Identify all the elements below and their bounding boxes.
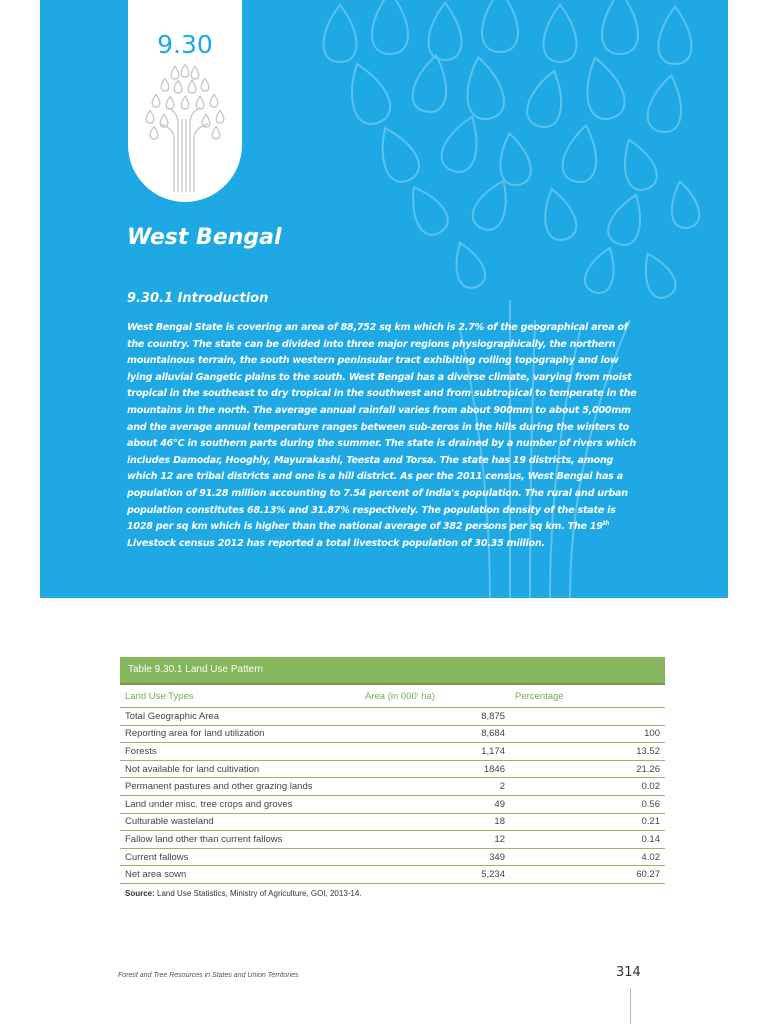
cell-percentage: 0.02 [510,778,665,796]
table-row [120,760,665,778]
leaf-shape [537,185,579,243]
leaf-shape [659,7,692,64]
page-number: 314 [616,965,641,980]
tree-leaf [201,79,209,92]
tree-leaf [191,67,199,80]
table-row [120,743,665,761]
intro-line: population of 91.28 million accounting to 7.54 percent of India's population. The rural and urban [127,487,628,499]
tree-icon [128,64,242,194]
tree-trunk-line [190,108,200,192]
cell-land-use-type: Total Geographic Area [120,708,360,726]
tree-leaf [150,127,158,140]
land-use-table-block [120,657,665,898]
cell-percentage [510,708,665,726]
cell-land-use-type: Land under misc. tree crops and groves [120,795,360,813]
tree-leaf [216,111,224,124]
intro-line: mountains in the north. The average annual rainfall varies from about 900mm to about 5,000mm [127,404,631,416]
intro-line: includes Damodar, Hooghly, Mayurakashi, Teesta and Torsa. The state has 19 districts, among [127,454,614,466]
intro-line: mountainous terrain, the south western peninsular tract exhibiting rolling topography and low [127,355,619,367]
cell-land-use-type: Reporting area for land utilization [120,725,360,743]
cell-area: 12 [360,831,510,849]
section-number: 9.30 [157,30,213,59]
tree-leaf [196,97,204,110]
leaf-shape [461,54,507,122]
leaf-shape [401,180,453,240]
tree-leaf [171,67,179,80]
source-text: Land Use Statistics, Ministry of Agriculture, GOI, 2013-14. [154,888,362,898]
leaf-shape [429,3,462,60]
table-row [120,848,665,866]
tree-leaf [181,65,189,78]
cell-land-use-type: Fallow land other than current fallows [120,831,360,849]
tree-leaf [188,81,196,94]
leaf-shape [482,0,518,52]
tree-trunk-line [160,124,174,192]
table-row [120,725,665,743]
leaf-shape [560,122,602,184]
cell-percentage: 13.52 [510,743,665,761]
table-row [120,831,665,849]
cell-area: 1,174 [360,743,510,761]
leaf-shape [581,243,622,296]
source-label: Source: [125,888,155,898]
cell-area: 8,684 [360,725,510,743]
header-land-use-types: Land Use Types [120,685,360,708]
intro-line: about 46°C in southern parts during the summer. The state is drained by a number of rivers which [127,438,636,450]
leaf-shape [604,190,650,249]
intro-line: West Bengal State is covering an area of 88,752 sq km which is 2.7% of the geographical area of [127,322,628,333]
intro-paragraph [127,320,725,552]
leaf-shape [437,111,488,176]
cell-area: 49 [360,795,510,813]
table-row [120,866,665,884]
cell-percentage: 100 [510,725,665,743]
tree-leaf [152,95,160,108]
header-percentage: Percentage [510,685,665,708]
header-area: Area (in 000' ha) [360,685,510,708]
tree-leaf [166,97,174,110]
table-source [120,889,665,898]
cell-area: 18 [360,813,510,831]
state-title: West Bengal [127,225,282,250]
footer-text: Forest and Tree Resources in States and Union Territories [118,972,299,979]
tree-trunk-line [194,124,208,192]
leaf-shape [615,135,661,194]
tree-leaf [210,95,218,108]
cell-land-use-type: Net area sown [120,866,360,884]
cell-land-use-type: Permanent pastures and other grazing lands [120,778,360,796]
leaf-shape [602,0,638,54]
intro-line: lying alluvial Gangetic plains to the south. West Bengal has a diverse climate, varying from moist [127,371,632,383]
intro-line: 1028 per sq km which is higher than the national average of 382 persons per sq km. The 19 [127,521,603,533]
intro-line: and the average annual temperature ranges between sub-zeros in the hills during the winters to [127,421,629,433]
cell-area: 349 [360,848,510,866]
tree-trunk-line [168,108,178,192]
cell-area: 5,234 [360,866,510,884]
table-row [120,778,665,796]
cell-land-use-type: Current fallows [120,848,360,866]
intro-line: population constitutes 68.13% and 31.87% respectively. The population density of the state is [127,504,616,516]
intro-superscript: th [602,519,610,527]
leaf-shape [636,248,680,302]
cell-percentage: 0.21 [510,813,665,831]
cell-land-use-type: Not available for land cultivation [120,760,360,778]
cell-percentage: 21.26 [510,760,665,778]
section-tab [128,0,242,202]
table-row [120,708,665,726]
page-divider [630,988,631,1024]
table-title: Table 9.30.1 Land Use Pattern [120,657,665,685]
leaf-shape [340,58,395,129]
cell-area: 2 [360,778,510,796]
tree-leaf [212,127,220,140]
cell-percentage: 0.14 [510,831,665,849]
table-row [120,795,665,813]
land-use-table [120,685,665,884]
leaf-shape [370,121,424,187]
cell-area: 1846 [360,760,510,778]
table-row [120,813,665,831]
intro-heading: 9.30.1 Introduction [127,291,269,306]
leaf-shape [667,179,702,230]
intro-line: Livestock census 2012 has reported a total livestock population of 30.35 million. [127,537,545,549]
cell-percentage: 0.56 [510,795,665,813]
cell-land-use-type: Culturable wasteland [120,813,360,831]
leaf-shape [447,238,488,291]
table-header-row [120,685,665,708]
leaf-shape [410,52,452,114]
leaf-shape [523,67,570,131]
intro-line: the country. The state can be divided into three major regions physiographically, the northern [127,338,616,350]
intro-line: which 12 are tribal districts and one is a hill district. As per the 2011 census, West Bengal has a [127,471,623,483]
leaf-shape [372,0,408,54]
tree-leaf [161,79,169,92]
header-banner [40,0,728,598]
tree-leaf [146,111,154,124]
leaf-shape [544,5,577,62]
intro-line: tropical in the southeast to dry tropical in the southwest and from subtropical to temperate in the [127,388,637,400]
leaf-shape [578,53,629,123]
leaf-shape [495,131,534,187]
tree-leaf [181,97,189,110]
cell-percentage: 4.02 [510,848,665,866]
cell-land-use-type: Forests [120,743,360,761]
tree-leaf [174,81,182,94]
cell-percentage: 60.27 [510,866,665,884]
cell-area: 8,875 [360,708,510,726]
leaf-shape [324,5,357,62]
leaf-shape [645,72,687,134]
